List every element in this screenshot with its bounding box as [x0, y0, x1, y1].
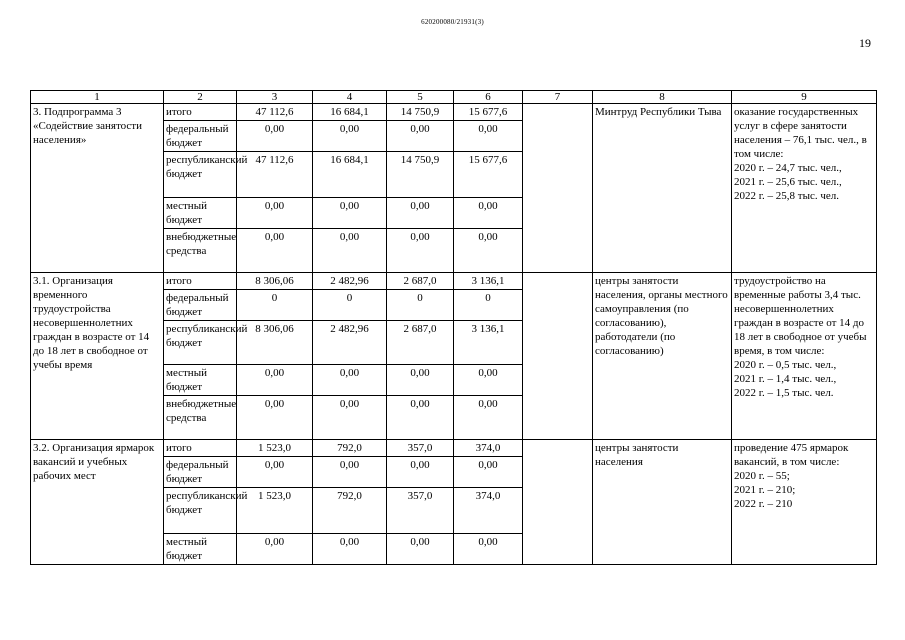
column-header: 9: [732, 91, 877, 104]
executor: центры занятости населения, органы местного самоуправления (по согласованию), работодатели (по согласованию): [593, 273, 732, 440]
funding-source: итого: [164, 273, 237, 290]
value-total: 47 112,6: [237, 104, 313, 121]
column-header: 4: [313, 91, 387, 104]
value-2020: 792,0: [313, 488, 387, 534]
column-7-cell: [523, 440, 593, 565]
funding-source: внебюджетные средства: [164, 396, 237, 440]
section-title: 3.1. Организация временного трудоустройства несовершеннолетних граждан в возрасте от 14 до 18 лет в свободное от учебы время: [31, 273, 164, 440]
funding-source: итого: [164, 440, 237, 457]
page-number: 19: [859, 36, 871, 50]
value-2021: 0,00: [387, 396, 454, 440]
value-total: 47 112,6: [237, 152, 313, 198]
program-table: [30, 90, 877, 565]
value-2020: 0,00: [313, 457, 387, 488]
value-2020: 0,00: [313, 365, 387, 396]
column-header: 7: [523, 91, 593, 104]
funding-source: республиканский бюджет: [164, 488, 237, 534]
value-2022: 0,00: [454, 396, 523, 440]
value-2021: 0: [387, 290, 454, 321]
value-2022: 374,0: [454, 440, 523, 457]
funding-source: федеральный бюджет: [164, 121, 237, 152]
value-2020: 792,0: [313, 440, 387, 457]
value-2020: 0,00: [313, 396, 387, 440]
value-2021: 2 687,0: [387, 321, 454, 365]
value-2022: 0,00: [454, 229, 523, 273]
value-2021: 0,00: [387, 365, 454, 396]
funding-source: федеральный бюджет: [164, 457, 237, 488]
funding-source: местный бюджет: [164, 198, 237, 229]
funding-source: местный бюджет: [164, 534, 237, 565]
table-row: [31, 440, 877, 457]
value-2020: 0,00: [313, 121, 387, 152]
value-2021: 14 750,9: [387, 152, 454, 198]
value-total: 8 306,06: [237, 273, 313, 290]
value-2022: 0,00: [454, 121, 523, 152]
value-2021: 357,0: [387, 440, 454, 457]
value-total: 0: [237, 290, 313, 321]
value-2021: 2 687,0: [387, 273, 454, 290]
header-row: [31, 91, 877, 104]
value-2022: 0,00: [454, 365, 523, 396]
value-2021: 0,00: [387, 198, 454, 229]
value-2022: 0,00: [454, 198, 523, 229]
value-2020: 16 684,1: [313, 152, 387, 198]
column-header: 3: [237, 91, 313, 104]
value-total: 1 523,0: [237, 440, 313, 457]
funding-source: республиканский бюджет: [164, 321, 237, 365]
value-2022: 15 677,6: [454, 152, 523, 198]
executor: центры занятости населения: [593, 440, 732, 565]
value-2021: 0,00: [387, 121, 454, 152]
funding-source: итого: [164, 104, 237, 121]
value-2021: 357,0: [387, 488, 454, 534]
value-2022: 3 136,1: [454, 321, 523, 365]
document-id: 620200080/21931(3): [421, 18, 484, 26]
value-2021: 14 750,9: [387, 104, 454, 121]
expected-result: проведение 475 ярмарок вакансий, в том числе: 2020 г. – 55; 2021 г. – 210; 2022 г. – 210: [732, 440, 877, 565]
funding-source: местный бюджет: [164, 365, 237, 396]
value-total: 8 306,06: [237, 321, 313, 365]
expected-result: оказание государственных услуг в сфере занятости населения – 76,1 тыс. чел., в том числе: 2020 г. – 24,7 тыс. чел., 2021 г. – 25,6 тыс. чел., 2022 г. – 25,8 тыс. чел.: [732, 104, 877, 273]
value-2020: 0: [313, 290, 387, 321]
section-title: 3.2. Организация ярмарок вакансий и учебных рабочих мест: [31, 440, 164, 565]
column-header: 2: [164, 91, 237, 104]
value-2022: 0: [454, 290, 523, 321]
funding-source: республиканский бюджет: [164, 152, 237, 198]
value-2022: 3 136,1: [454, 273, 523, 290]
funding-source: федеральный бюджет: [164, 290, 237, 321]
value-total: 1 523,0: [237, 488, 313, 534]
value-total: 0,00: [237, 457, 313, 488]
table-row: [31, 273, 877, 290]
value-2020: 2 482,96: [313, 321, 387, 365]
value-2020: 0,00: [313, 229, 387, 273]
value-total: 0,00: [237, 121, 313, 152]
value-2021: 0,00: [387, 229, 454, 273]
value-total: 0,00: [237, 365, 313, 396]
expected-result: трудоустройство на временные работы 3,4 тыс. несовершеннолетних граждан в возрасте от 14 до 18 лет в свободное от учебы время, в том числе: 2020 г. – 0,5 тыс. чел., 2021 г. – 1,4 тыс. чел., 2022 г. – 1,5 тыс. чел.: [732, 273, 877, 440]
value-total: 0,00: [237, 229, 313, 273]
value-2021: 0,00: [387, 457, 454, 488]
value-2022: 0,00: [454, 534, 523, 565]
value-total: 0,00: [237, 198, 313, 229]
value-2020: 2 482,96: [313, 273, 387, 290]
value-2022: 15 677,6: [454, 104, 523, 121]
value-total: 0,00: [237, 396, 313, 440]
value-2020: 0,00: [313, 534, 387, 565]
section-title: 3. Подпрограмма 3 «Содействие занятости населения»: [31, 104, 164, 273]
value-2022: 374,0: [454, 488, 523, 534]
column-header: 1: [31, 91, 164, 104]
column-header: 8: [593, 91, 732, 104]
column-header: 6: [454, 91, 523, 104]
executor: Минтруд Республики Тыва: [593, 104, 732, 273]
value-2020: 16 684,1: [313, 104, 387, 121]
funding-source: внебюджетные средства: [164, 229, 237, 273]
value-2020: 0,00: [313, 198, 387, 229]
column-7-cell: [523, 104, 593, 273]
column-7-cell: [523, 273, 593, 440]
table-row: [31, 104, 877, 121]
column-header: 5: [387, 91, 454, 104]
value-total: 0,00: [237, 534, 313, 565]
value-2021: 0,00: [387, 534, 454, 565]
value-2022: 0,00: [454, 457, 523, 488]
